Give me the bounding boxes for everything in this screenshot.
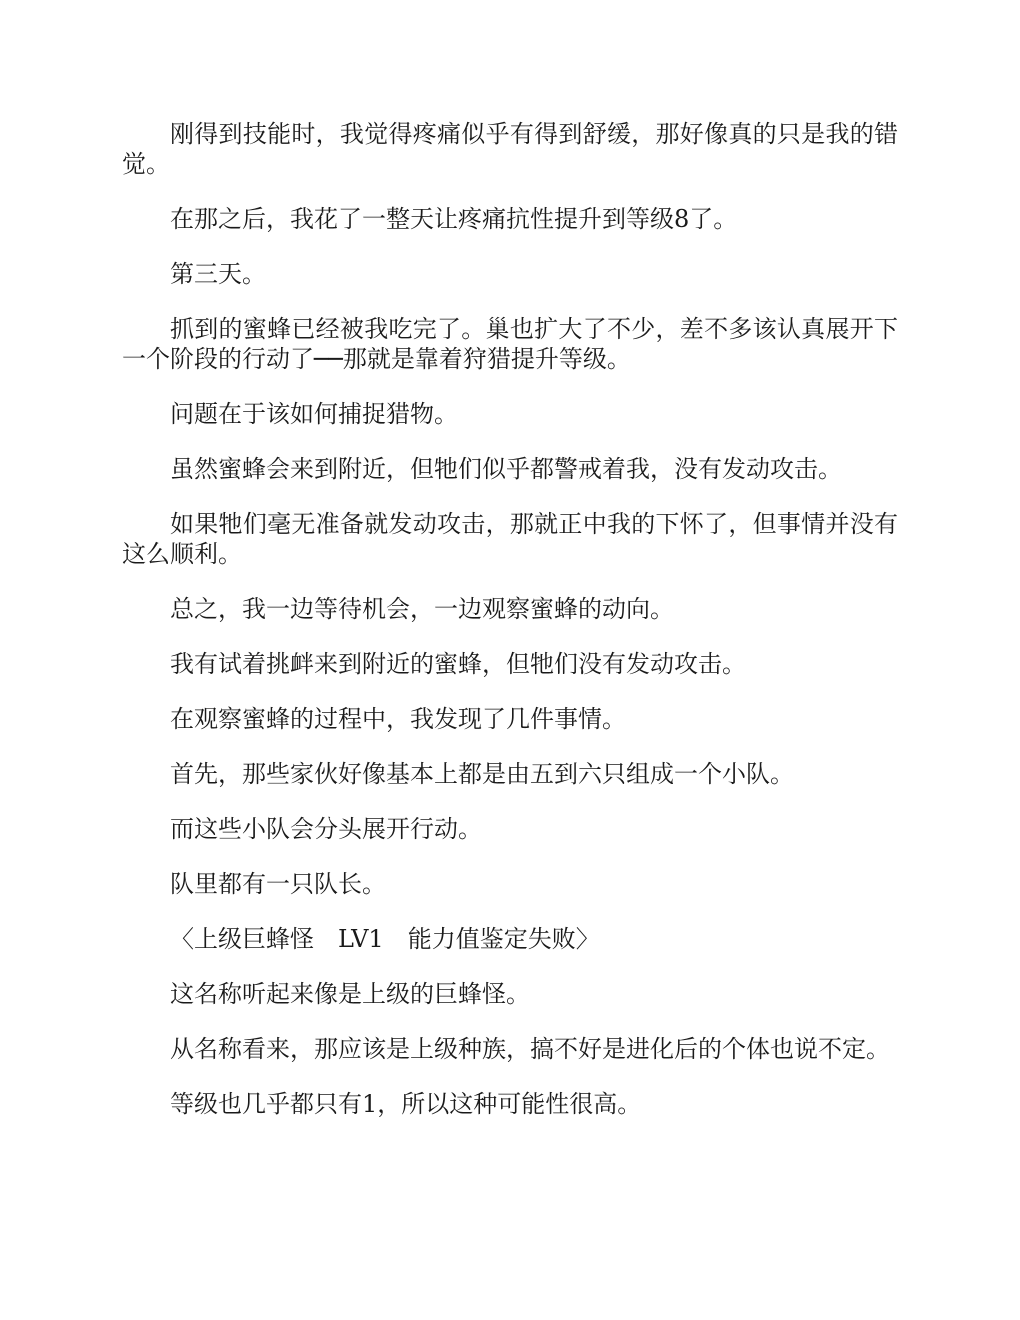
paragraph: 在那之后，我花了一整天让疼痛抗性提升到等级8了。 [170,205,738,233]
paragraph: 等级也几乎都只有1，所以这种可能性很高。 [170,1090,642,1118]
paragraph: 总之，我一边等待机会，一边观察蜜蜂的动向。 [170,595,674,623]
paragraph: 从名称看来，那应该是上级种族，搞不好是进化后的个体也说不定。 [170,1035,890,1063]
paragraph: 虽然蜜蜂会来到附近，但牠们似乎都警戒着我，没有发动攻击。 [170,455,842,483]
paragraph: 第三天。 [170,260,266,288]
paragraph: 抓到的蜜蜂已经被我吃完了。巢也扩大了不少，差不多该认真展开下一个阶段的行动了──那就是靠着狩猎提升等级。 [122,315,898,373]
paragraph: 在观察蜜蜂的过程中，我发现了几件事情。 [170,705,626,733]
paragraph: 这名称听起来像是上级的巨蜂怪。 [170,980,530,1008]
paragraph: 首先，那些家伙好像基本上都是由五到六只组成一个小队。 [170,760,794,788]
status-line: 〈上级巨蜂怪 LV1 能力值鉴定失败〉 [170,925,600,953]
paragraph: 问题在于该如何捕捉猎物。 [170,400,458,428]
paragraph: 如果牠们毫无准备就发动攻击，那就正中我的下怀了，但事情并没有这么顺利。 [122,510,898,568]
paragraph: 刚得到技能时，我觉得疼痛似乎有得到舒缓，那好像真的只是我的错觉。 [122,120,898,178]
paragraph: 我有试着挑衅来到附近的蜜蜂，但牠们没有发动攻击。 [170,650,746,678]
document-page [122,119,898,1144]
paragraph: 队里都有一只队长。 [170,870,386,898]
paragraph: 而这些小队会分头展开行动。 [170,815,482,843]
